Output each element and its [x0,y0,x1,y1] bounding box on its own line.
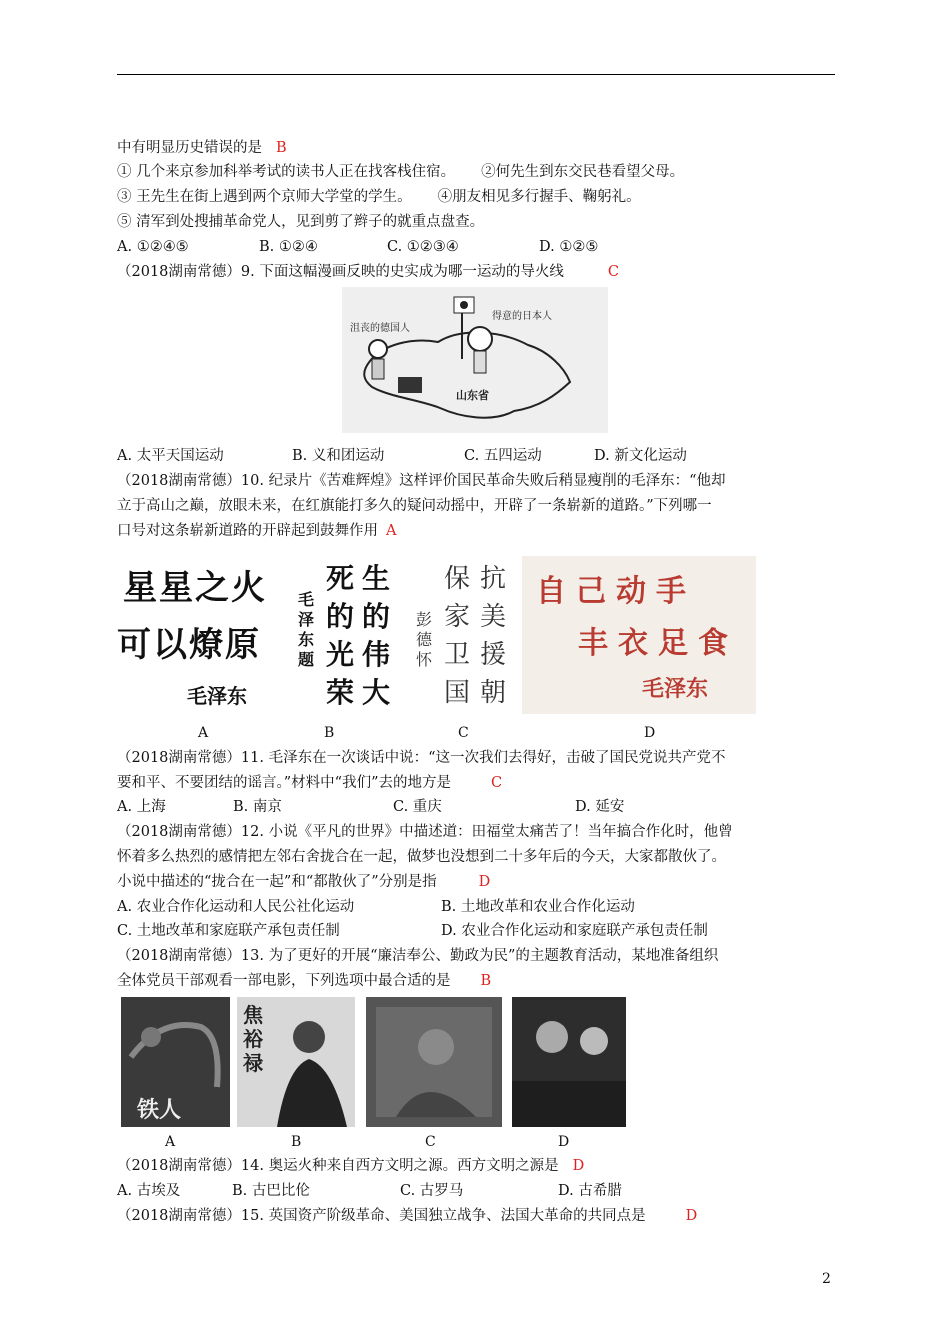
q10-stem-line3: 口号对这条崭新道路的开辟起到鼓舞作用 A [117,523,397,539]
q13-stem-line2: 全体党员干部观看一部电影，下列选项中最合适的是 B [117,973,492,989]
q13-caption-c: C [425,1134,436,1150]
q13-poster-c [366,997,502,1127]
q14-answer: D [572,1158,585,1174]
q11-stem-line1: （2018湖南常德）11. 毛泽东在一次谈话中说：“这一次我们去得好，击破了国民党说共产党不 [117,750,726,766]
q13-caption-a: A [165,1134,176,1150]
q15-answer: D [685,1208,698,1224]
q13-answer: B [480,973,492,989]
q14-stem: （2018湖南常德）14. 奥运火种来自西方文明之源。西方文明之源是 D [117,1158,585,1174]
q10-stem-line1: （2018湖南常德）10. 纪录片《苦难辉煌》这样评价国民革命失败后稍显瘦削的毛泽东：“他却 [117,473,726,489]
q10-calligraphy-d: 自己动手 丰衣足食 毛泽东 [522,556,756,714]
q12-stem-line2: 怀着多么热烈的感情把左邻右舍拢合在一起，做梦也没想到二十多年后的今天，大家都散伙了。 [117,849,726,865]
q9-label-german: 沮丧的德国人 [350,323,410,334]
q13-caption-b: B [291,1134,302,1150]
q12-options-row2: C. 土地改革和家庭联产承包责任制 D. 农业合作化运动和家庭联产承包责任制 [117,923,708,939]
q9-stem: （2018湖南常德）9. 下面这幅漫画反映的史实成为哪一运动的导火线 C [117,264,619,280]
q13-poster-b: 焦裕禄 [237,997,355,1127]
q10-stem-line2: 立于高山之巅，放眼未来，在红旗能打多久的疑问动摇中，开辟了一条崭新的道路。”下列哪一 [117,498,712,514]
q13-poster-a: 铁人 [121,997,230,1127]
q11-answer: C [491,775,503,791]
q10-calligraphy-b: 毛泽东题 死的光荣 生的伟大 [290,550,400,720]
q11-stem-line2: 要和平、不要团结的谣言。”材料中“我们”去的地方是 C [117,775,503,791]
q8-items-row1: ① 几个来京参加科举考试的读书人正在找客栈住宿。 ②何先生到东交民巷看望父母。 [117,164,685,180]
q8-item-5: ⑤ 清军到处搜捕革命党人，见到剪了辫子的就重点盘查。 [117,214,485,230]
q12-answer: D [478,874,491,890]
q9-label-province: 山东省 [456,389,489,402]
q11-options: A. 上海 B. 南京 C. 重庆 D. 延安 [117,799,625,815]
q10-calligraphy-c: 彭德怀 保家卫国 抗美援朝 [412,550,522,720]
q9-cartoon-image [342,287,608,433]
q10-caption-c: C [458,725,469,741]
q12-stem-line1: （2018湖南常德）12. 小说《平凡的世界》中描述道：田福堂太痛苦了！当年搞合作化时，他曾 [117,824,733,840]
q8-answer: B [276,140,287,156]
q10-calligraphy-a: 星星之火 可以燎原 毛泽东 [117,550,285,720]
q9-answer: C [607,264,619,280]
header-rule [117,74,835,75]
q12-options-row1: A. 农业合作化运动和人民公社化运动 B. 土地改革和农业合作化运动 [117,899,635,915]
q9-label-japanese: 得意的日本人 [492,311,552,322]
q8-stem: 中有明显历史错误的是 B [117,140,287,156]
q10-caption-d: D [644,725,656,741]
q9-options: A. 太平天国运动 B. 义和团运动 C. 五四运动 D. 新文化运动 [117,448,687,464]
q8-items-row2: ③ 王先生在街上遇到两个京师大学堂的学生。 ④朋友相见多行握手、鞠躬礼。 [117,189,641,205]
q13-stem-line1: （2018湖南常德）13. 为了更好的开展“廉洁奉公、勤政为民”的主题教育活动，某地准备组织 [117,948,719,964]
q8-options: A. ①②④⑤ B. ①②④ C. ①②③④ D. ①②⑤ [117,239,599,255]
q13-caption-d: D [558,1134,570,1150]
q14-options: A. 古埃及 B. 古巴比伦 C. 古罗马 D. 古希腊 [117,1183,622,1199]
q13-poster-d [512,997,626,1127]
q15-stem: （2018湖南常德）15. 英国资产阶级革命、美国独立战争、法国大革命的共同点是 D [117,1208,698,1224]
q10-caption-b: B [324,725,335,741]
q10-caption-a: A [198,725,209,741]
q10-answer: A [386,523,397,539]
q12-stem-line3: 小说中描述的“拢合在一起”和“都散伙了”分别是指 D [117,874,491,890]
page-number: 2 [822,1271,831,1287]
